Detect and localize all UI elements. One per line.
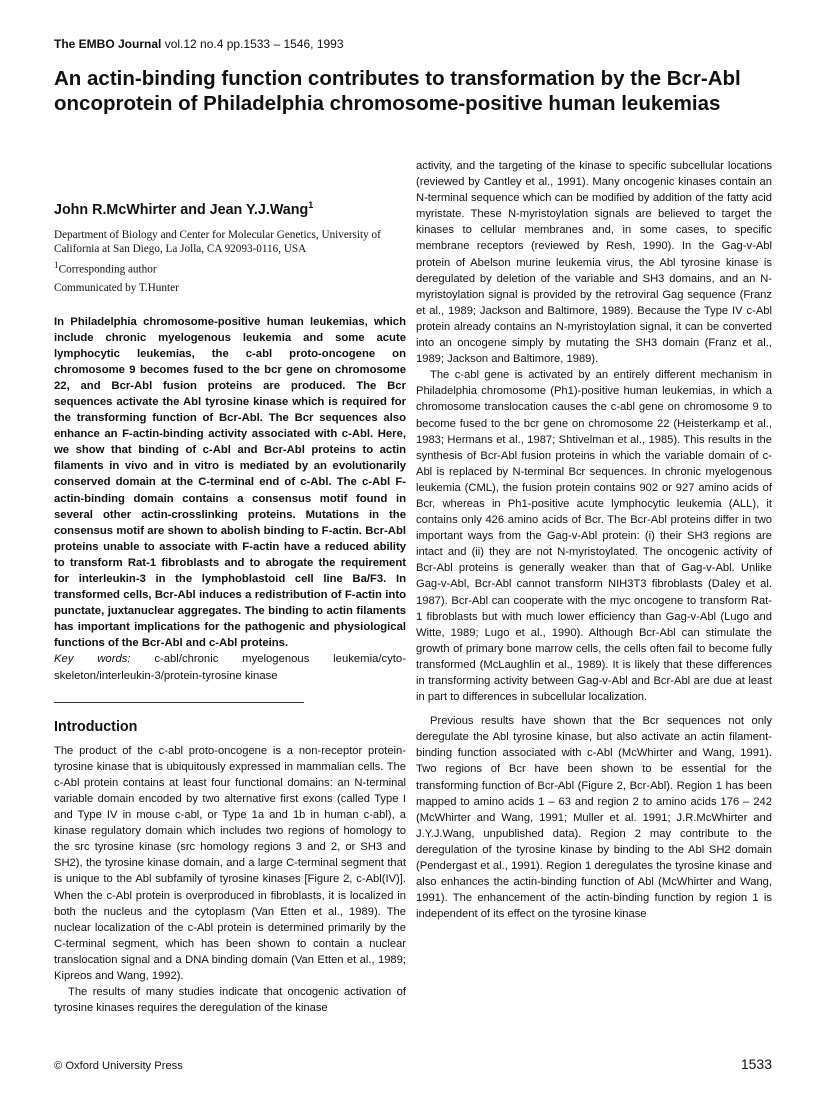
right-paragraph-2: The c-abl gene is activated by an entirely different mechanism in Philadelphia chromosome (Ph1)-positive human leukemias, in which a chromosome translocation causes the c-abl gene on chromosome 9 to become fused to the bcr gene on chromosome 22 (Heisterkamp et al., 1983; Hermans et al., 1987; Shtivelman et al., 1985). This results in the synthesis of Bcr-Abl fusion proteins in which the variable domain of c-Abl is replaced by N-terminal Bcr sequences. In chronic myelogenous leukemia (CML), the fusion protein contains 902 or 927 amino acids of Bcr, whereas in Ph1-positive acute lymphocytic leukemia (ALL), it contains only 426 amino acids of Bcr. The Bcr-Abl proteins differ in two important ways from the Gag-v-Abl protein: (i) their SH3 regions are intact and (ii) they are not N-myristoylated. The oncogenic activity of Bcr-Abl proteins is generally weaker than that of Gag-v-Abl. Unlike Gag-v-Abl, Bcr-Abl cannot transform NIH3T3 fibroblasts (Daley et al. 1987). Bcr-Abl can cooperate with the myc oncogene to transform Rat-1 fibroblasts but with much lower efficiency than Gag-v-Abl (Lugo and Witte, 1989; Lugo et al., 1990). Although Bcr-Abl can stimulate the growth of primary bone marrow cells, the cells often fail to become fully transformed (McLaughlin et al., 1989). It is likely that these differences in transforming activity between Gag-v-Abl and Bcr-Abl are due at least in part to differences in subcellular localization. — [416, 369, 772, 704]
page-number: 1533 — [740, 1056, 772, 1072]
journal-name: The EMBO Journal — [54, 37, 162, 51]
left-column — [54, 200, 406, 1016]
right-paragraph-1: activity, and the targeting of the kinase to specific subcellular locations (reviewed by Cantley et al., 1991). Many oncogenic kinases contain an N-terminal sequence which can be modified by addition of the fatty acid myristate. These N-myristoylation signals are believed to target the kinases to cellular membranes and, in some cases, to specific membrane receptors (reviewed by Resh, 1990). In the Gag-v-Abl protein of Abelson murine leukemia virus, the Abl tyrosine kinase is deregulated by deletion of the variable and SH3 domains, and an N-myristoylation signal is provided by the retroviral Gag sequence (Franz et al., 1989; Jackson and Baltimore, 1989). Because the Type IV c-Abl protein already contains an N-myristoylation signal, it can be converted into an oncogene simply by mutating the SH3 domain (Franz et al., 1989; Jackson and Baltimore, 1989). — [416, 160, 772, 366]
publisher-footer: © Oxford University Press — [54, 1060, 183, 1072]
author-footnote-mark: 1 — [308, 200, 314, 210]
journal-citation — [54, 37, 344, 51]
right-column — [416, 158, 772, 922]
keywords-text: c-abl/chronic myelogenous leukemia/cyto-skeleton/interleukin-3/protein-tyrosine kinase — [54, 653, 406, 682]
article-title: An actin-binding function contributes to transformation by the Bcr-Abl oncoprotein of Philadelphia chromosome-positive human leukemias — [54, 67, 741, 115]
intro-paragraph-1: The product of the c-abl proto-oncogene is a non-receptor protein-tyrosine kinase that is ubiquitously expressed in mammalian cells. The c-Abl protein contains at least four functional domains: an N-terminal variable domain encoded by two alternative first exons (called Type I and Type IV in mouse c-abl, or Type 1a and 1b in human c-abl), a kinase regulatory domain which includes two regions of homology to the src tyrosine kinase (src homology regions 3 and 2, or SH3 and SH2), the tyrosine kinase domain, and a large C-terminal segment that is unique to the Abl subfamily of tyrosine kinases [Figure 2, c-Abl(IV)]. When the c-Abl protein is overproduced in fibroblasts, it is localized in both the nucleus and the cytoplasm (Van Etten et al., 1989). The nuclear localization of the c-Abl protein is determined primarily by the C-terminal segment, which has been shown to contain a nuclear translocation signal and a DNA binding domain (Van Etten et al., 1989; Kipreos and Wang, 1992). — [54, 744, 406, 982]
introduction-heading: Introduction — [54, 718, 138, 735]
communicated-by: Communicated by T.Hunter — [54, 281, 179, 294]
authors: John R.McWhirter and Jean Y.J.Wang$^1$ — [54, 200, 314, 218]
affiliation: Department of Biology and Center for Molecular Genetics, University of California at San Diego, La Jolla, CA 92093-0116, USA — [54, 228, 381, 255]
corresponding-author: $^1$Corresponding author — [54, 260, 157, 276]
abstract: In Philadelphia chromosome-positive human leukemias, which include chronic myelogenous leukemia and some acute lymphocytic leukemias, the c-abl proto-oncogene on chromosome 9 becomes fused to the bcr gene on chromosome 22, and Bcr-Abl fusion proteins are produced. The Bcr sequences activate the Abl tyrosine kinase which is required for the transforming function of Bcr-Abl. The Bcr sequences also enhance an F-actin-binding activity associated with c-Abl. Here, we show that binding of c-Abl and Bcr-Abl proteins to actin filaments in vivo and in vitro is mediated by an evolutionarily conserved domain at the C-terminal end of c-Abl. The c-Abl F-actin-binding domain contains a consensus motif found in several other actin-crosslinking proteins. Mutations in the consensus motif are shown to abolish binding to F-actin. Bcr-Abl proteins unable to associate with F-actin have a reduced ability to transform Rat-1 fibroblasts and to abrogate the requirement for interleukin-3 in the lymphoblastoid cell line Ba/F3. In transformed cells, Bcr-Abl induces a redistribution of F-actin into punctate, juxtanuclear aggregates. The binding to actin filaments has important implications for the pathogenic and physiological functions of the Bcr-Abl and c-Abl proteins. — [54, 315, 406, 650]
intro-paragraph-2: The results of many studies indicate that oncogenic activation of tyrosine kinases requires the deregulation of the kinase — [54, 986, 406, 1015]
keywords — [54, 651, 406, 683]
journal-volume-pages: vol.12 no.4 pp.1533 – 1546, 1993 — [164, 37, 344, 51]
right-paragraph-3: Previous results have shown that the Bcr sequences not only deregulate the Abl tyrosine kinase, but also activate an actin filament-binding function associated with c-Abl (McWhirter and Wang, 1991). Two regions of Bcr have been shown to be essential for the transforming function of Bcr-Abl (Figure 2, Bcr-Abl). Region 1 has been mapped to amino acids 1 – 63 and region 2 to amino acids 176 – 242 (McWhirter and Wang, 1991; Muller et al. 1991; J.R.McWhirter and J.Y.J.Wang, unpublished data). Region 2 may contribute to the deregulation of the tyrosine kinase by binding to the Abl SH2 domain (Pendergast et al., 1991). Region 1 deregulates the tyrosine kinase and also enhances the actin-binding function of Abl (McWhirter and Wang, 1991). The enhancement of the actin-binding function by region 1 is independent of its effect on the tyrosine kinase — [416, 715, 772, 921]
keywords-label: Key words: — [54, 653, 131, 666]
corresponding-mark: 1 — [54, 260, 59, 271]
section-divider — [54, 702, 304, 703]
